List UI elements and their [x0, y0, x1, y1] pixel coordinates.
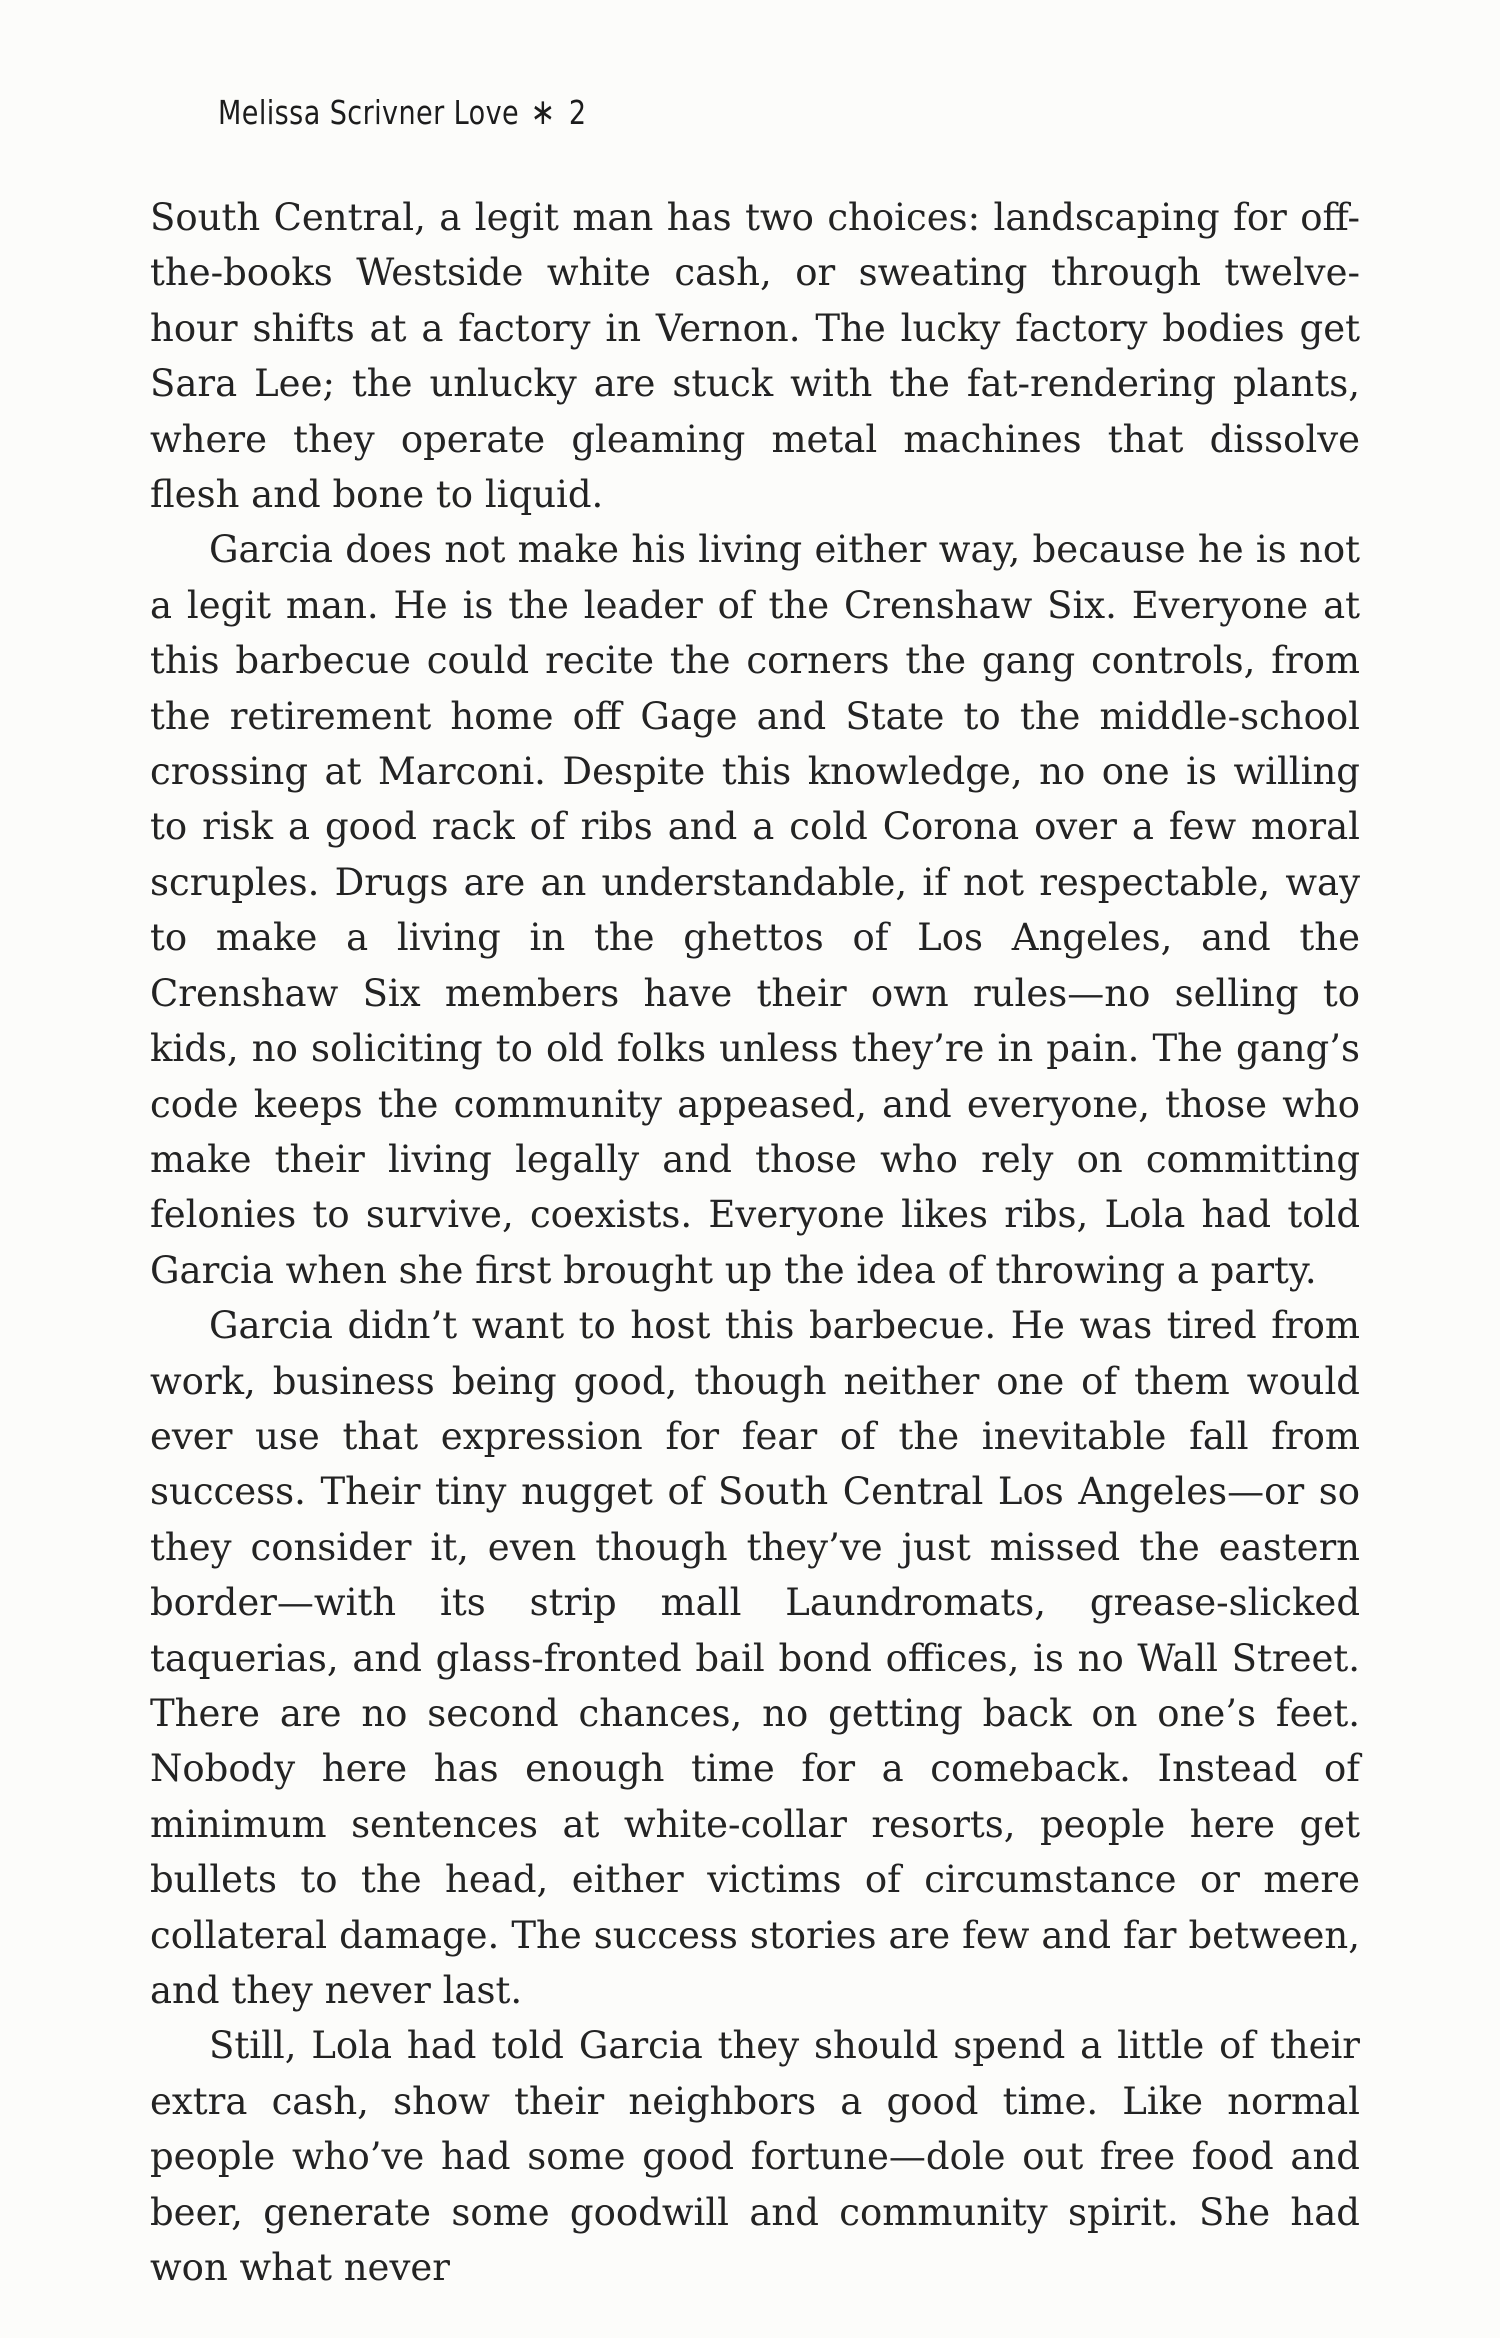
body-text: [150, 190, 1360, 2295]
author-name: Melissa Scrivner Love: [218, 93, 520, 132]
paragraph-continued: South Central, a legit man has two choices: landscaping for off-the-books Westside white cash, or sweating through twelve-hour shifts at a factory in Vernon. The lucky factory bodies get Sara Lee; the unlucky are stuck with the fat-rendering plants, where they operate gleaming metal machines that dissolve flesh and bone to liquid.: [150, 196, 1360, 517]
paragraph-lola-cash: Still, Lola had told Garcia they should spend a little of their extra cash, show their neighbors a good time. Like normal people who’ve had some good fortune—dole out free food and beer, generate some goodwill and community spirit. She had won what never: [150, 2024, 1360, 2290]
paragraph-barbecue-host: Garcia didn’t want to host this barbecue. He was tired from work, business being good, though neither one of them would ever use that expression for fear of the inevitable fall from success. Their tiny nugget of South Central Los Angeles—or so they consider it, even though they’ve just missed the eastern border—with its strip mall Laundromats, grease-slicked taquerias, and glass-fronted bail bond offices, is no Wall Street. There are no second chances, no getting back on one’s feet. Nobody here has enough time for a comeback. Instead of minimum sentences at white-collar resorts, people here get bullets to the head, either victims of circumstance or mere collateral damage. The success stories are few and far between, and they never last.: [150, 1304, 1360, 2012]
running-head: [218, 92, 586, 133]
paragraph-garcia-leader: Garcia does not make his living either way, because he is not a legit man. He is the leader of the Crenshaw Six. Everyone at this barbecue could recite the corners the gang controls, from the retirement home off Gage and State to the middle-school crossing at Marconi. Despite this knowledge, no one is willing to risk a good rack of ribs and a cold Corona over a few moral scruples. Drugs are an understandable, if not respectable, way to make a living in the ghettos of Los Angeles, and the Crenshaw Six members have their own rules—no selling to kids, no soliciting to old folks unless they’re in pain. The gang’s code keeps the community appeased, and everyone, those who make their living legally and those who rely on committing felonies to survive, coexists. Everyone likes ribs, Lola had told Garcia when she first brought up the idea of throwing a party.: [150, 528, 1360, 1292]
page-number: 2: [568, 93, 587, 132]
separator-glyph: ∗: [530, 92, 556, 133]
